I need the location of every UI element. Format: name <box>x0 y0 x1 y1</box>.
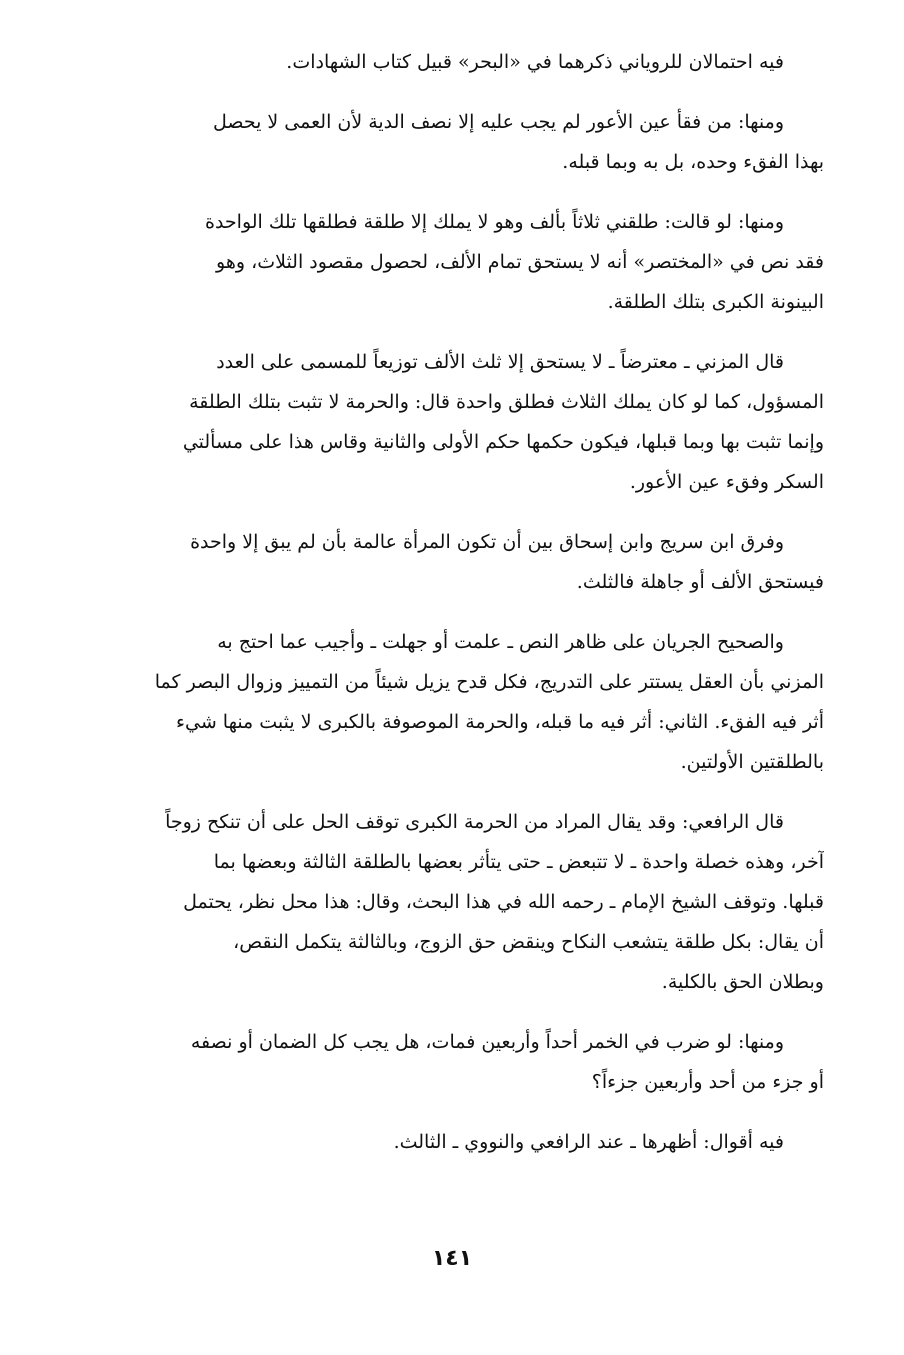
page-body <box>72 42 824 1182</box>
paragraph-sahih <box>72 622 824 782</box>
text-line: فيستحق الألف أو جاهلة فالثلث. <box>576 571 824 593</box>
text-line: أو جزء من أحد وأربعين جزءاً؟ <box>591 1071 824 1093</box>
text-line: فيه احتمالان للروياني ذكرهما في «البحر» قبيل كتاب الشهادات. <box>286 51 784 73</box>
text-line: فيه أقوال: أظهرها ـ عند الرافعي والنووي ـ الثالث. <box>393 1131 784 1153</box>
text-line: والصحيح الجريان على ظاهر النص ـ علمت أو جهلت ـ وأجيب عما احتج به <box>217 631 784 653</box>
text-line: وفرق ابن سريج وابن إسحاق بين أن تكون المرأة عالمة بأن لم يبق إلا واحدة <box>190 531 784 553</box>
text-line: قال المزني ـ معترضاً ـ لا يستحق إلا ثلث الألف توزيعاً للمسمى على العدد <box>216 351 784 373</box>
paragraph-ruyani <box>72 42 824 82</box>
text-line: المزني بأن العقل يستتر على التدريج، فكل قدح يزيل شيئاً من التمييز وزوال البصر كما <box>154 671 824 693</box>
paragraph-muzani <box>72 342 824 502</box>
text-line: وإنما تثبت بها وبما قبلها، فيكون حكمها حكم الأولى والثانية وقاس هذا على مسألتي <box>182 431 824 453</box>
text-line: المسؤول، كما لو كان يملك الثلاث فطلق واحدة قال: والحرمة لا تثبت بتلك الطلقة <box>189 391 824 413</box>
text-line: أن يقال: بكل طلقة يتشعب النكاح وينقض حق الزوج، وبالثالثة يتكمل النقص، <box>233 931 824 953</box>
text-line: بهذا الفقء وحده، بل به وبما قبله. <box>562 151 824 173</box>
text-line: أثر فيه الفقء. الثاني: أثر فيه ما قبله، والحرمة الموصوفة بالكبرى لا يثبت منها شيء <box>176 711 824 733</box>
paragraph-talaq-thousand <box>72 202 824 322</box>
text-line: قال الرافعي: وقد يقال المراد من الحرمة الكبرى توقف الحل على أن تنكح زوجاً <box>165 811 784 833</box>
text-line: السكر وفقء عين الأعور. <box>629 471 824 493</box>
paragraph-khamr <box>72 1022 824 1102</box>
text-line: وبطلان الحق بالكلية. <box>661 971 824 993</box>
text-line: بالطلقتين الأولتين. <box>680 751 824 773</box>
text-line: ومنها: من فقأ عين الأعور لم يجب عليه إلا نصف الدية لأن العمى لا يحصل <box>212 111 784 133</box>
text-line: قبلها. وتوقف الشيخ الإمام ـ رحمه الله في هذا البحث، وقال: هذا محل نظر، يحتمل <box>183 891 824 913</box>
text-line: آخر، وهذه خصلة واحدة ـ لا تتبعض ـ حتى يتأثر بعضها بالطلقة الثالثة وبعضها بما <box>213 851 824 873</box>
paragraph-aqwal <box>72 1122 824 1162</box>
text-line: فقد نص في «المختصر» أنه لا يستحق تمام الألف، لحصول مقصود الثلاث، وهو <box>216 251 824 273</box>
text-line: ومنها: لو قالت: طلقني ثلاثاً بألف وهو لا يملك إلا طلقة فطلقها تلك الواحدة <box>205 211 784 233</box>
text-line: البينونة الكبرى بتلك الطلقة. <box>607 291 824 313</box>
page-number: ١٤١ <box>431 1246 473 1271</box>
paragraph-rafii <box>72 802 824 1002</box>
text-line: ومنها: لو ضرب في الخمر أحداً وأربعين فمات، هل يجب كل الضمان أو نصفه <box>190 1031 784 1053</box>
paragraph-one-eyed <box>72 102 824 182</box>
paragraph-ibn-surayj <box>72 522 824 602</box>
